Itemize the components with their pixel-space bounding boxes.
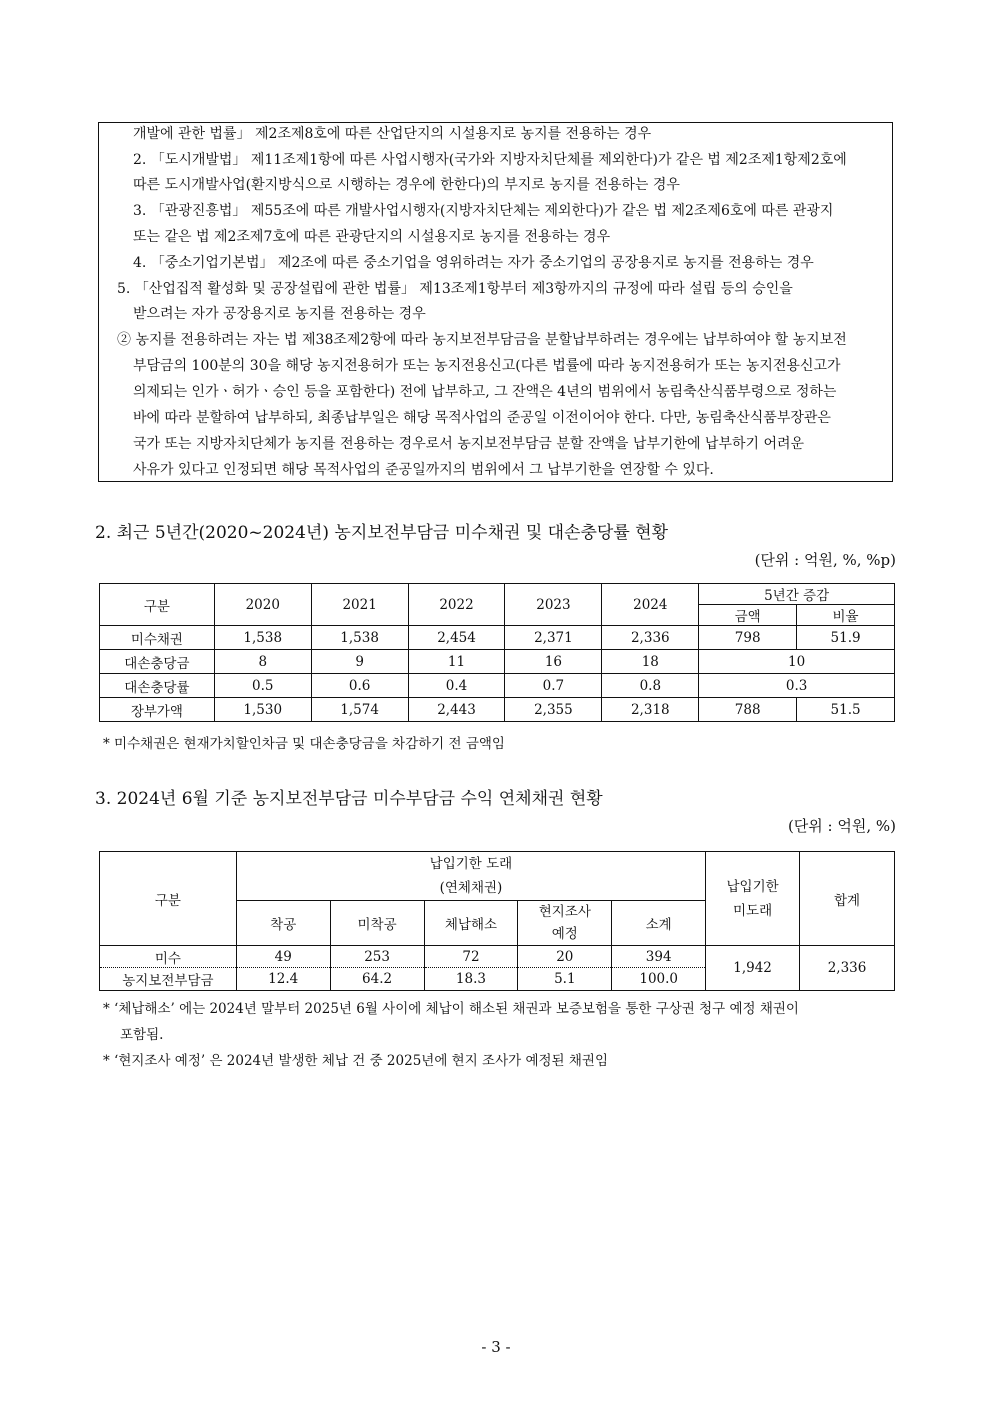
header-not-due-line2: 미도래 — [733, 902, 773, 919]
cell: 0.4 — [408, 674, 505, 698]
receivables-table — [99, 583, 895, 722]
page-number: - 3 - — [481, 1338, 511, 1356]
box-line: 따른 도시개발사업(환지방식으로 시행하는 경우에 한한다)의 부지로 농지를 전용하는 경우 — [133, 177, 680, 193]
box-line: 2. 「도시개발법」 제11조제1항에 따른 사업시행자(국가와 지방자치단체를 제외한다)가 같은 법 제2조제1항제2호에 — [133, 152, 847, 168]
cell: 51.9 — [797, 626, 895, 650]
header-category: 구분 — [100, 852, 237, 946]
cell: 2,371 — [505, 626, 602, 650]
cell: 2,454 — [408, 626, 505, 650]
cell: 1,538 — [214, 626, 311, 650]
box-line: ② 농지를 전용하려는 자는 법 제38조제2항에 따라 농지보전부담금을 분할납부하려는 경우에는 납부하여야 할 농지보전 — [117, 332, 847, 348]
cell: 10 — [699, 650, 895, 674]
cell: 100.0 — [612, 968, 706, 991]
header-due-arrived-line1: 납입기한 도래 — [429, 856, 513, 872]
cell: 16 — [505, 650, 602, 674]
table-row — [100, 946, 895, 968]
section-3-title: 3. 2024년 6월 기준 농지보전부담금 미수부담금 수익 연체채권 현황 — [95, 789, 603, 809]
header-due-arrived — [236, 852, 705, 901]
box-line: 의제되는 인가ㆍ허가ㆍ승인 등을 포함한다) 전에 납부하고, 그 잔액은 4년의 범위에서 농림축산식품부령으로 정하는 — [133, 384, 837, 400]
cell: 2,318 — [602, 698, 699, 722]
cell: 18.3 — [424, 968, 518, 991]
cell: 0.3 — [699, 674, 895, 698]
box-line: 4. 「중소기업기본법」 제2조에 따른 중소기업을 영위하려는 자가 중소기업의 공장용지로 농지를 전용하는 경우 — [133, 255, 814, 271]
cell: 0.6 — [311, 674, 408, 698]
cell: 51.5 — [797, 698, 895, 722]
header-category: 구분 — [100, 584, 215, 626]
row-label: 미수채권 — [100, 626, 215, 650]
cell: 1,530 — [214, 698, 311, 722]
header-amount: 금액 — [699, 605, 797, 626]
header-year: 2023 — [505, 584, 602, 626]
cell: 0.7 — [505, 674, 602, 698]
header-ratio: 비율 — [797, 605, 895, 626]
section-2-unit: (단위 : 억원, %, %p) — [754, 551, 896, 569]
cell: 5.1 — [518, 968, 612, 991]
header-survey-line1: 현지조사 — [538, 904, 591, 920]
header-year: 2022 — [408, 584, 505, 626]
header-resolved: 체납해소 — [424, 901, 518, 946]
table-row — [100, 698, 895, 722]
header-subtotal: 소계 — [612, 901, 706, 946]
cell: 64.2 — [330, 968, 424, 991]
section-3-unit: (단위 : 억원, %) — [787, 817, 896, 835]
box-line: 사유가 있다고 인정되면 해당 목적사업의 준공일까지의 범위에서 그 납부기한을 연장할 수 있다. — [133, 462, 714, 478]
cell: 2,336 — [602, 626, 699, 650]
cell: 798 — [699, 626, 797, 650]
header-due-arrived-line2: (연체채권) — [439, 880, 503, 896]
header-survey — [518, 901, 612, 946]
cell: 788 — [699, 698, 797, 722]
overdue-table — [99, 851, 895, 991]
row-label: 대손충당금 — [100, 650, 215, 674]
cell: 12.4 — [236, 968, 330, 991]
cell: 49 — [236, 946, 330, 968]
header-year: 2021 — [311, 584, 408, 626]
box-line: 국가 또는 지방자치단체가 농지를 전용하는 경우로서 농지보전부담금 분할 잔액을 납부기한에 납부하기 어려운 — [133, 436, 805, 452]
cell: 1,538 — [311, 626, 408, 650]
cell: 0.5 — [214, 674, 311, 698]
section-3-note-1: * ‘체납해소’ 에는 2024년 말부터 2025년 6월 사이에 체납이 해소된 채권과 보증보험을 통한 구상권 청구 예정 채권이 — [103, 1001, 799, 1017]
table-row — [100, 626, 895, 650]
header-change: 5년간 증감 — [699, 584, 895, 605]
header-not-due — [706, 852, 800, 946]
cell: 2,443 — [408, 698, 505, 722]
header-survey-line2: 예정 — [551, 926, 578, 942]
cell: 8 — [214, 650, 311, 674]
cell: 9 — [311, 650, 408, 674]
header-started: 착공 — [236, 901, 330, 946]
box-line: 받으려는 자가 공장용지로 농지를 전용하는 경우 — [133, 306, 426, 322]
header-year: 2024 — [602, 584, 699, 626]
cell: 1,942 — [706, 946, 800, 991]
header-not-started: 미착공 — [330, 901, 424, 946]
table-row — [100, 674, 895, 698]
row-label: 대손충당률 — [100, 674, 215, 698]
row-label: 미수 — [100, 946, 237, 968]
table-row — [100, 650, 895, 674]
header-total: 합계 — [800, 852, 895, 946]
cell: 253 — [330, 946, 424, 968]
cell: 1,574 — [311, 698, 408, 722]
box-line: 개발에 관한 법률」 제2조제8호에 따른 산업단지의 시설용지로 농지를 전용하는 경우 — [133, 126, 652, 142]
cell: 11 — [408, 650, 505, 674]
header-not-due-line1: 납입기한 — [726, 878, 779, 895]
cell: 0.8 — [602, 674, 699, 698]
cell: 20 — [518, 946, 612, 968]
section-3-note-1-cont: 포함됨. — [120, 1027, 164, 1043]
cell: 2,336 — [800, 946, 895, 991]
cell: 394 — [612, 946, 706, 968]
box-line: 5. 「산업집적 활성화 및 공장설립에 관한 법률」 제13조제1항부터 제3항까지의 규정에 따라 설립 등의 승인을 — [117, 281, 793, 297]
cell: 72 — [424, 946, 518, 968]
box-line: 3. 「관광진흥법」 제55조에 따른 개발사업시행자(지방자치단체는 제외한다)가 같은 법 제2조제6호에 따른 관광지 — [133, 203, 834, 219]
cell: 2,355 — [505, 698, 602, 722]
section-3-note-2: * ‘현지조사 예정’ 은 2024년 발생한 체납 건 중 2025년에 현지 조사가 예정된 채권임 — [103, 1053, 608, 1069]
box-line: 또는 같은 법 제2조제7호에 따른 관광단지의 시설용지로 농지를 전용하는 경우 — [133, 229, 611, 245]
cell: 18 — [602, 650, 699, 674]
row-label: 농지보전부담금 — [100, 968, 237, 991]
section-2-title: 2. 최근 5년간(2020~2024년) 농지보전부담금 미수채권 및 대손충당률 현황 — [95, 523, 669, 543]
box-line: 바에 따라 분할하여 납부하되, 최종납부일은 해당 목적사업의 준공일 이전이어야 한다. 다만, 농림축산식품부장관은 — [133, 410, 831, 426]
box-line: 부담금의 100분의 30을 해당 농지전용허가 또는 농지전용신고(다른 법률에 따라 농지전용허가 또는 농지전용신고가 — [133, 358, 841, 374]
row-label: 장부가액 — [100, 698, 215, 722]
section-2-note: * 미수채권은 현재가치할인차금 및 대손충당금을 차감하기 전 금액임 — [103, 736, 505, 752]
header-year: 2020 — [214, 584, 311, 626]
